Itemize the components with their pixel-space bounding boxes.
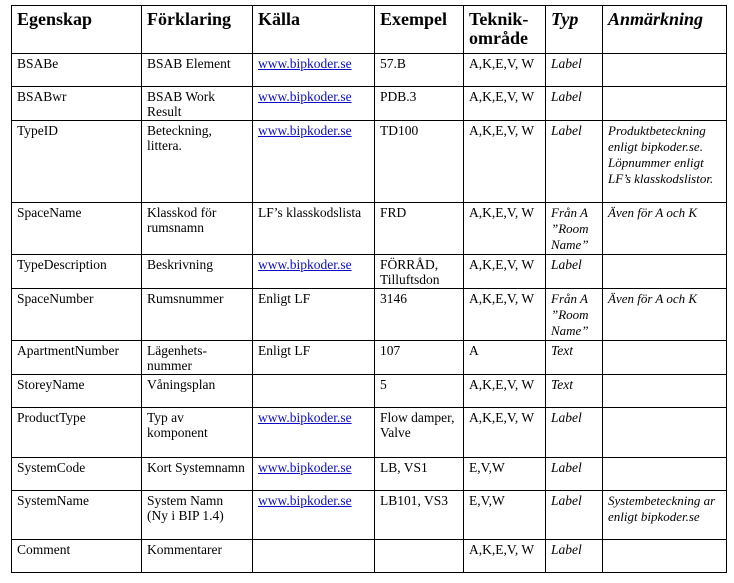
cell-kalla <box>253 491 375 540</box>
header-teknik-line1: Teknik- <box>469 9 529 29</box>
table-row <box>12 458 727 491</box>
cell-egenskap: SystemName <box>12 491 142 540</box>
property-table <box>11 5 727 573</box>
cell-teknikomrade: A,K,E,V, W <box>464 87 546 121</box>
cell-kalla <box>253 87 375 121</box>
cell-teknikomrade: E,V,W <box>464 458 546 491</box>
table-row <box>12 341 727 375</box>
cell-kalla <box>253 54 375 87</box>
source-link[interactable]: www.bipkoder.se <box>258 89 352 104</box>
cell-typ: Label <box>546 408 603 458</box>
cell-forklaring: Våningsplan <box>142 375 253 408</box>
cell-typ: Label <box>546 54 603 87</box>
cell-exempel: Flow damper, Valve <box>375 408 464 458</box>
cell-typ: Label <box>546 458 603 491</box>
cell-exempel: TD100 <box>375 121 464 203</box>
table-row <box>12 54 727 87</box>
cell-egenskap: Comment <box>12 540 142 573</box>
table-row <box>12 87 727 121</box>
table-row <box>12 289 727 341</box>
cell-typ: Från A ”Room Name” <box>546 289 603 341</box>
cell-kalla <box>253 408 375 458</box>
source-link[interactable]: www.bipkoder.se <box>258 493 352 508</box>
cell-anmarkning <box>603 255 727 289</box>
cell-egenskap: ProductType <box>12 408 142 458</box>
cell-forklaring: Beteckning, littera. <box>142 121 253 203</box>
source-link[interactable]: www.bipkoder.se <box>258 56 352 71</box>
cell-kalla: Enligt LF <box>253 341 375 375</box>
cell-exempel: 5 <box>375 375 464 408</box>
cell-typ: Text <box>546 375 603 408</box>
cell-egenskap: SpaceNumber <box>12 289 142 341</box>
header-kalla: Källa <box>253 6 375 54</box>
cell-egenskap: SystemCode <box>12 458 142 491</box>
cell-exempel: FRD <box>375 203 464 255</box>
cell-kalla <box>253 121 375 203</box>
table-body <box>12 54 727 573</box>
cell-anmarkning <box>603 87 727 121</box>
cell-kalla <box>253 540 375 573</box>
table-row <box>12 540 727 573</box>
cell-egenskap: TypeDescription <box>12 255 142 289</box>
cell-exempel: 57.B <box>375 54 464 87</box>
table-row <box>12 121 727 203</box>
cell-anmarkning <box>603 54 727 87</box>
cell-teknikomrade: A,K,E,V, W <box>464 255 546 289</box>
table-row <box>12 408 727 458</box>
cell-forklaring: Kommentarer <box>142 540 253 573</box>
cell-anmarkning <box>603 341 727 375</box>
cell-exempel: LB101, VS3 <box>375 491 464 540</box>
cell-typ: Label <box>546 87 603 121</box>
header-teknik-line2: område <box>469 28 528 48</box>
header-typ: Typ <box>546 6 603 54</box>
source-link[interactable]: www.bipkoder.se <box>258 410 352 425</box>
cell-anmarkning <box>603 375 727 408</box>
cell-egenskap: BSABe <box>12 54 142 87</box>
cell-egenskap: StoreyName <box>12 375 142 408</box>
cell-teknikomrade: A,K,E,V, W <box>464 121 546 203</box>
cell-forklaring: Rumsnummer <box>142 289 253 341</box>
cell-exempel: PDB.3 <box>375 87 464 121</box>
cell-exempel <box>375 540 464 573</box>
cell-typ: Text <box>546 341 603 375</box>
cell-teknikomrade: E,V,W <box>464 491 546 540</box>
header-egenskap: Egenskap <box>12 6 142 54</box>
cell-kalla <box>253 375 375 408</box>
cell-egenskap: ApartmentNumber <box>12 341 142 375</box>
cell-forklaring: Kort Systemnamn <box>142 458 253 491</box>
cell-anmarkning: Systembeteckning ar enligt bipkoder.se <box>603 491 727 540</box>
cell-anmarkning <box>603 458 727 491</box>
cell-exempel: FÖRRÅD, Tilluftsdon <box>375 255 464 289</box>
cell-forklaring: System Namn (Ny i BIP 1.4) <box>142 491 253 540</box>
cell-teknikomrade: A <box>464 341 546 375</box>
source-link[interactable]: www.bipkoder.se <box>258 460 352 475</box>
header-forklaring: Förklaring <box>142 6 253 54</box>
cell-egenskap: BSABwr <box>12 87 142 121</box>
cell-egenskap: SpaceName <box>12 203 142 255</box>
cell-forklaring: Klasskod för rumsnamn <box>142 203 253 255</box>
cell-kalla: LF’s klasskodslista <box>253 203 375 255</box>
cell-typ: Label <box>546 491 603 540</box>
cell-typ: Label <box>546 121 603 203</box>
cell-forklaring: BSAB Element <box>142 54 253 87</box>
cell-typ: Label <box>546 255 603 289</box>
cell-egenskap: TypeID <box>12 121 142 203</box>
cell-forklaring: Lägenhets-nummer <box>142 341 253 375</box>
header-row <box>12 6 727 54</box>
cell-typ: Från A ”Room Name” <box>546 203 603 255</box>
cell-teknikomrade: A,K,E,V, W <box>464 54 546 87</box>
cell-teknikomrade: A,K,E,V, W <box>464 203 546 255</box>
cell-teknikomrade: A,K,E,V, W <box>464 375 546 408</box>
header-exempel: Exempel <box>375 6 464 54</box>
cell-kalla <box>253 255 375 289</box>
cell-anmarkning <box>603 540 727 573</box>
cell-teknikomrade: A,K,E,V, W <box>464 408 546 458</box>
header-teknikomrade <box>464 6 546 54</box>
cell-anmarkning: Även för A och K <box>603 203 727 255</box>
cell-forklaring: BSAB Work Result <box>142 87 253 121</box>
table-row <box>12 375 727 408</box>
cell-kalla <box>253 458 375 491</box>
cell-teknikomrade: A,K,E,V, W <box>464 289 546 341</box>
cell-kalla: Enligt LF <box>253 289 375 341</box>
header-anmarkning: Anmärkning <box>603 6 727 54</box>
cell-forklaring: Typ av komponent <box>142 408 253 458</box>
cell-anmarkning: Produktbeteckning enligt bipkoder.se. Löpnummer enligt LF’s klasskodslistor. <box>603 121 727 203</box>
cell-anmarkning: Även för A och K <box>603 289 727 341</box>
cell-exempel: LB, VS1 <box>375 458 464 491</box>
cell-exempel: 107 <box>375 341 464 375</box>
cell-exempel: 3146 <box>375 289 464 341</box>
source-link[interactable]: www.bipkoder.se <box>258 257 352 272</box>
cell-anmarkning <box>603 408 727 458</box>
cell-forklaring: Beskrivning <box>142 255 253 289</box>
table-row <box>12 203 727 255</box>
cell-typ: Label <box>546 540 603 573</box>
table-row <box>12 255 727 289</box>
table-row <box>12 491 727 540</box>
cell-teknikomrade: A,K,E,V, W <box>464 540 546 573</box>
source-link[interactable]: www.bipkoder.se <box>258 123 352 138</box>
